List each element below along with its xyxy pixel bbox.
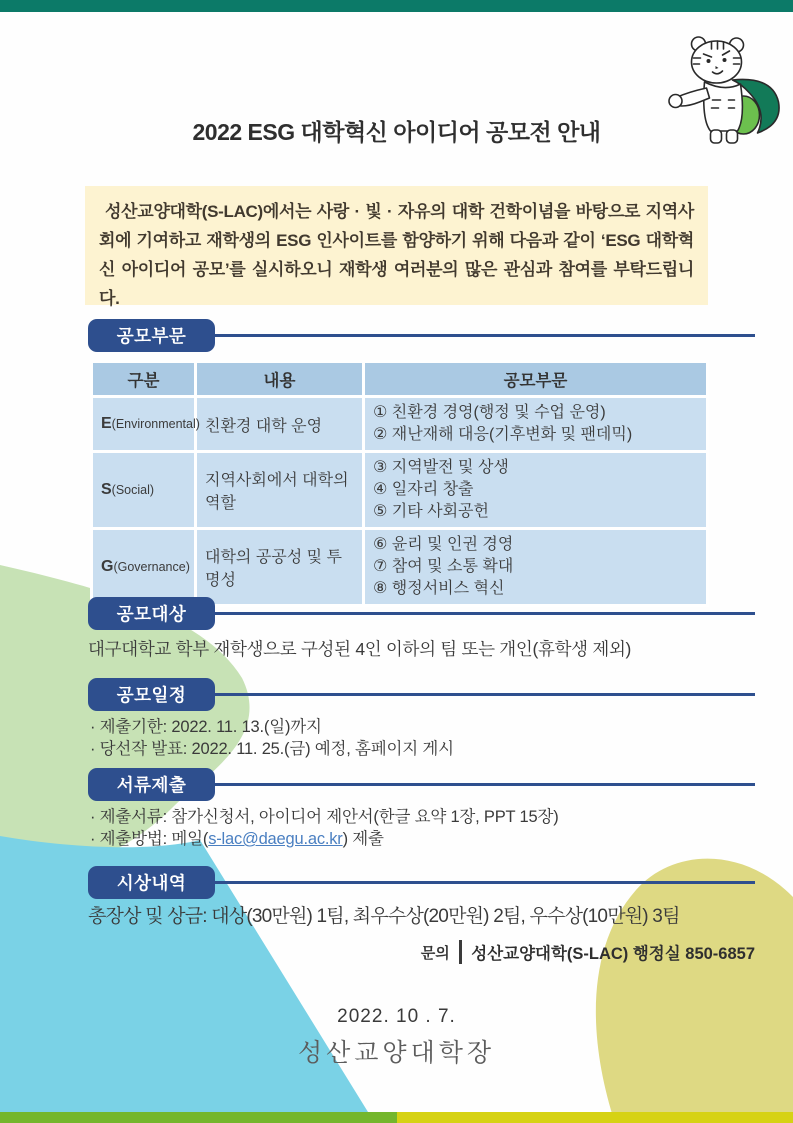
section-rule <box>215 783 755 786</box>
section-header-parts <box>88 319 755 352</box>
col-header-naeyong: 내용 <box>196 362 364 397</box>
cell-content-s: 지역사회에서 대학의 역할 <box>196 452 364 529</box>
section-rule <box>215 693 755 696</box>
item: ③ 지역발전 및 상생 <box>373 459 509 476</box>
cell-grade-s <box>92 452 196 529</box>
item: ① 친환경 경영(행정 및 수업 운영) <box>373 404 606 421</box>
cell-items-s <box>364 452 708 529</box>
item: ⑧ 행정서비스 혁신 <box>373 580 505 597</box>
section-badge-schedule: 공모일정 <box>88 678 215 711</box>
cell-content-g: 대학의 공공성 및 투명성 <box>196 529 364 606</box>
document-date: 2022. 10 . 7. <box>337 1006 456 1027</box>
intro-paragraph: 성산교양대학(S-LAC)에서는 사랑 · 빛 · 자유의 대학 건학이념을 바탕으로 지역사회에 기여하고 재학생의 ESG 인사이트를 함양하기 위해 다음과 같이 ‘ESG 대학혁신 아이디어 공모’를 실시하오니 재학생 여러분의 많은 관심과 참여를 부탁드립니다. <box>85 186 708 305</box>
item: ⑦ 참여 및 소통 확대 <box>373 558 514 575</box>
document-signer: 성산교양대학장 <box>297 1039 496 1067</box>
col-header-gubun: 구분 <box>92 362 196 397</box>
submission-list <box>90 806 750 850</box>
esg-categories-table <box>90 360 709 607</box>
schedule-item-deadline: · 제출기한: 2022. 11. 13.(일)까지 <box>90 718 322 736</box>
section-badge-parts: 공모부문 <box>88 319 215 352</box>
grade-letter: G <box>101 558 114 575</box>
grade-sub: (Governance) <box>113 560 190 574</box>
prize-description: 총장상 및 상금: 대상(30만원) 1팀, 최우수상(20만원) 2팀, 우수상(10만원) 3팀 <box>88 906 680 927</box>
email-link[interactable]: s-lac@daegu.ac.kr <box>208 830 343 848</box>
item: ⑤ 기타 사회공헌 <box>373 503 489 520</box>
section-badge-submission: 서류제출 <box>88 768 215 801</box>
section-header-schedule <box>88 678 755 711</box>
schedule-item-announce: · 당선작 발표: 2022. 11. 25.(금) 예정, 홈페이지 게시 <box>90 740 454 758</box>
method-prefix: · 제출방법: 메일( <box>90 830 209 848</box>
schedule-list <box>90 716 750 760</box>
section-badge-awards: 시상내역 <box>88 866 215 899</box>
section-header-target <box>88 597 755 630</box>
item: ④ 일자리 창출 <box>373 481 474 498</box>
table-row <box>92 397 708 452</box>
grade-sub: (Social) <box>111 483 155 497</box>
cell-grade-e <box>92 397 200 452</box>
cell-items-g <box>364 529 708 606</box>
cell-content-e: 친환경 대학 운영 <box>196 397 364 452</box>
item: ⑥ 윤리 및 인권 경영 <box>373 536 514 553</box>
contact-divider <box>459 940 463 964</box>
section-header-awards <box>88 866 755 899</box>
submission-item-method <box>90 828 750 850</box>
grade-sub: (Environmental) <box>111 417 200 431</box>
item: ② 재난재해 대응(기후변화 및 팬데믹) <box>373 426 633 443</box>
method-suffix: ) 제출 <box>342 830 384 848</box>
grade-letter: S <box>101 481 112 498</box>
section-rule <box>215 612 755 615</box>
section-rule <box>215 881 755 884</box>
cell-grade-g <box>92 529 196 606</box>
target-description: 대구대학교 학부 재학생으로 구성된 4인 이하의 팀 또는 개인(휴학생 제외) <box>88 639 632 659</box>
table-row <box>92 452 708 529</box>
section-rule <box>215 334 755 337</box>
contact-row <box>88 940 755 964</box>
submission-item-docs: · 제출서류: 참가신청서, 아이디어 제안서(한글 요약 1장, PPT 15장) <box>90 808 559 826</box>
section-badge-target: 공모대상 <box>88 597 215 630</box>
page-title: 2022 ESG 대학혁신 아이디어 공모전 안내 <box>192 119 601 145</box>
grade-letter: E <box>101 415 112 432</box>
contact-label: 문의 <box>420 944 450 962</box>
col-header-bumun: 공모부문 <box>364 362 708 397</box>
table-row <box>92 529 708 606</box>
contact-info: 성산교양대학(S-LAC) 행정실 850-6857 <box>471 945 755 963</box>
table-header-row <box>92 362 708 397</box>
section-header-submission <box>88 768 755 801</box>
cell-items-e <box>364 397 708 452</box>
